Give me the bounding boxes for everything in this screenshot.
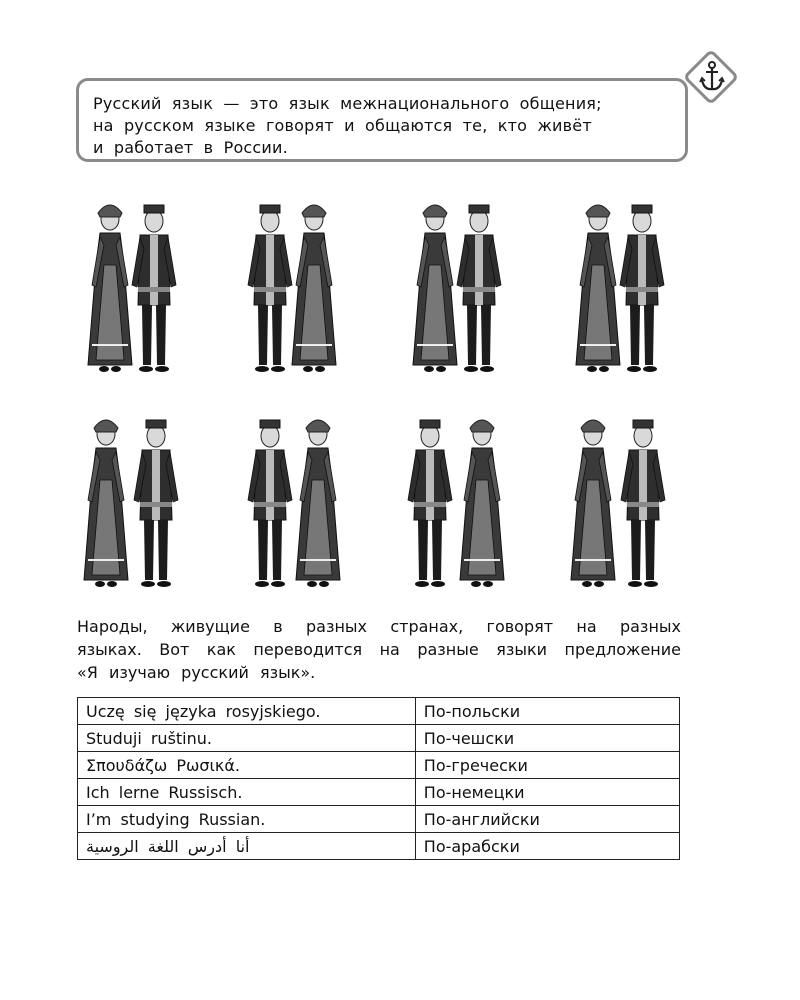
translations-table: [77, 697, 680, 860]
costume-illustrations-row-2: [70, 405, 730, 595]
costume-pair: [248, 205, 336, 372]
language-cell: По-арабски: [415, 833, 679, 860]
paragraph-line: Народы, живущие в разных странах, говорят на разных: [77, 617, 681, 636]
table-row: [78, 725, 680, 752]
phrase-cell: Ich lerne Russisch.: [78, 779, 416, 806]
table-row: [78, 833, 680, 860]
costume-pairs-row-2: [70, 405, 730, 595]
language-cell: По-чешски: [415, 725, 679, 752]
costume-pair: [84, 420, 178, 587]
phrase-cell: أنا أدرس اللغة الروسية: [78, 833, 416, 860]
paragraph-line: языках. Вот как переводится на разные языки предложение: [77, 640, 681, 659]
phrase-cell: I’m studying Russian.: [78, 806, 416, 833]
phrase-cell: Σπουδάζω Ρωσικά.: [78, 752, 416, 779]
costume-pairs-row-1: [70, 190, 730, 380]
info-line: на русском языке говорят и общаются те, кто живёт: [93, 116, 592, 135]
language-cell: По-гречески: [415, 752, 679, 779]
info-line: Русский язык — это язык межнационального общения;: [93, 94, 602, 113]
costume-pair: [413, 205, 501, 372]
table-row: [78, 806, 680, 833]
table-row: [78, 779, 680, 806]
table-row: [78, 698, 680, 725]
costume-pair: [576, 205, 664, 372]
costume-illustrations-row-1: [70, 190, 730, 380]
language-cell: По-польски: [415, 698, 679, 725]
language-cell: По-английски: [415, 806, 679, 833]
costume-pair: [248, 420, 340, 587]
intro-paragraph: [77, 615, 681, 684]
info-box: [76, 78, 688, 162]
costume-pair: [88, 205, 176, 372]
phrase-cell: Studuji ruštinu.: [78, 725, 416, 752]
language-cell: По-немецки: [415, 779, 679, 806]
table-row: [78, 752, 680, 779]
costume-pair: [408, 420, 504, 587]
paragraph-line: «Я изучаю русский язык».: [77, 663, 316, 682]
info-line: и работает в России.: [93, 138, 288, 157]
anchor-icon: [697, 60, 727, 94]
costume-pair: [571, 420, 665, 587]
phrase-cell: Uczę się języka rosyjskiego.: [78, 698, 416, 725]
